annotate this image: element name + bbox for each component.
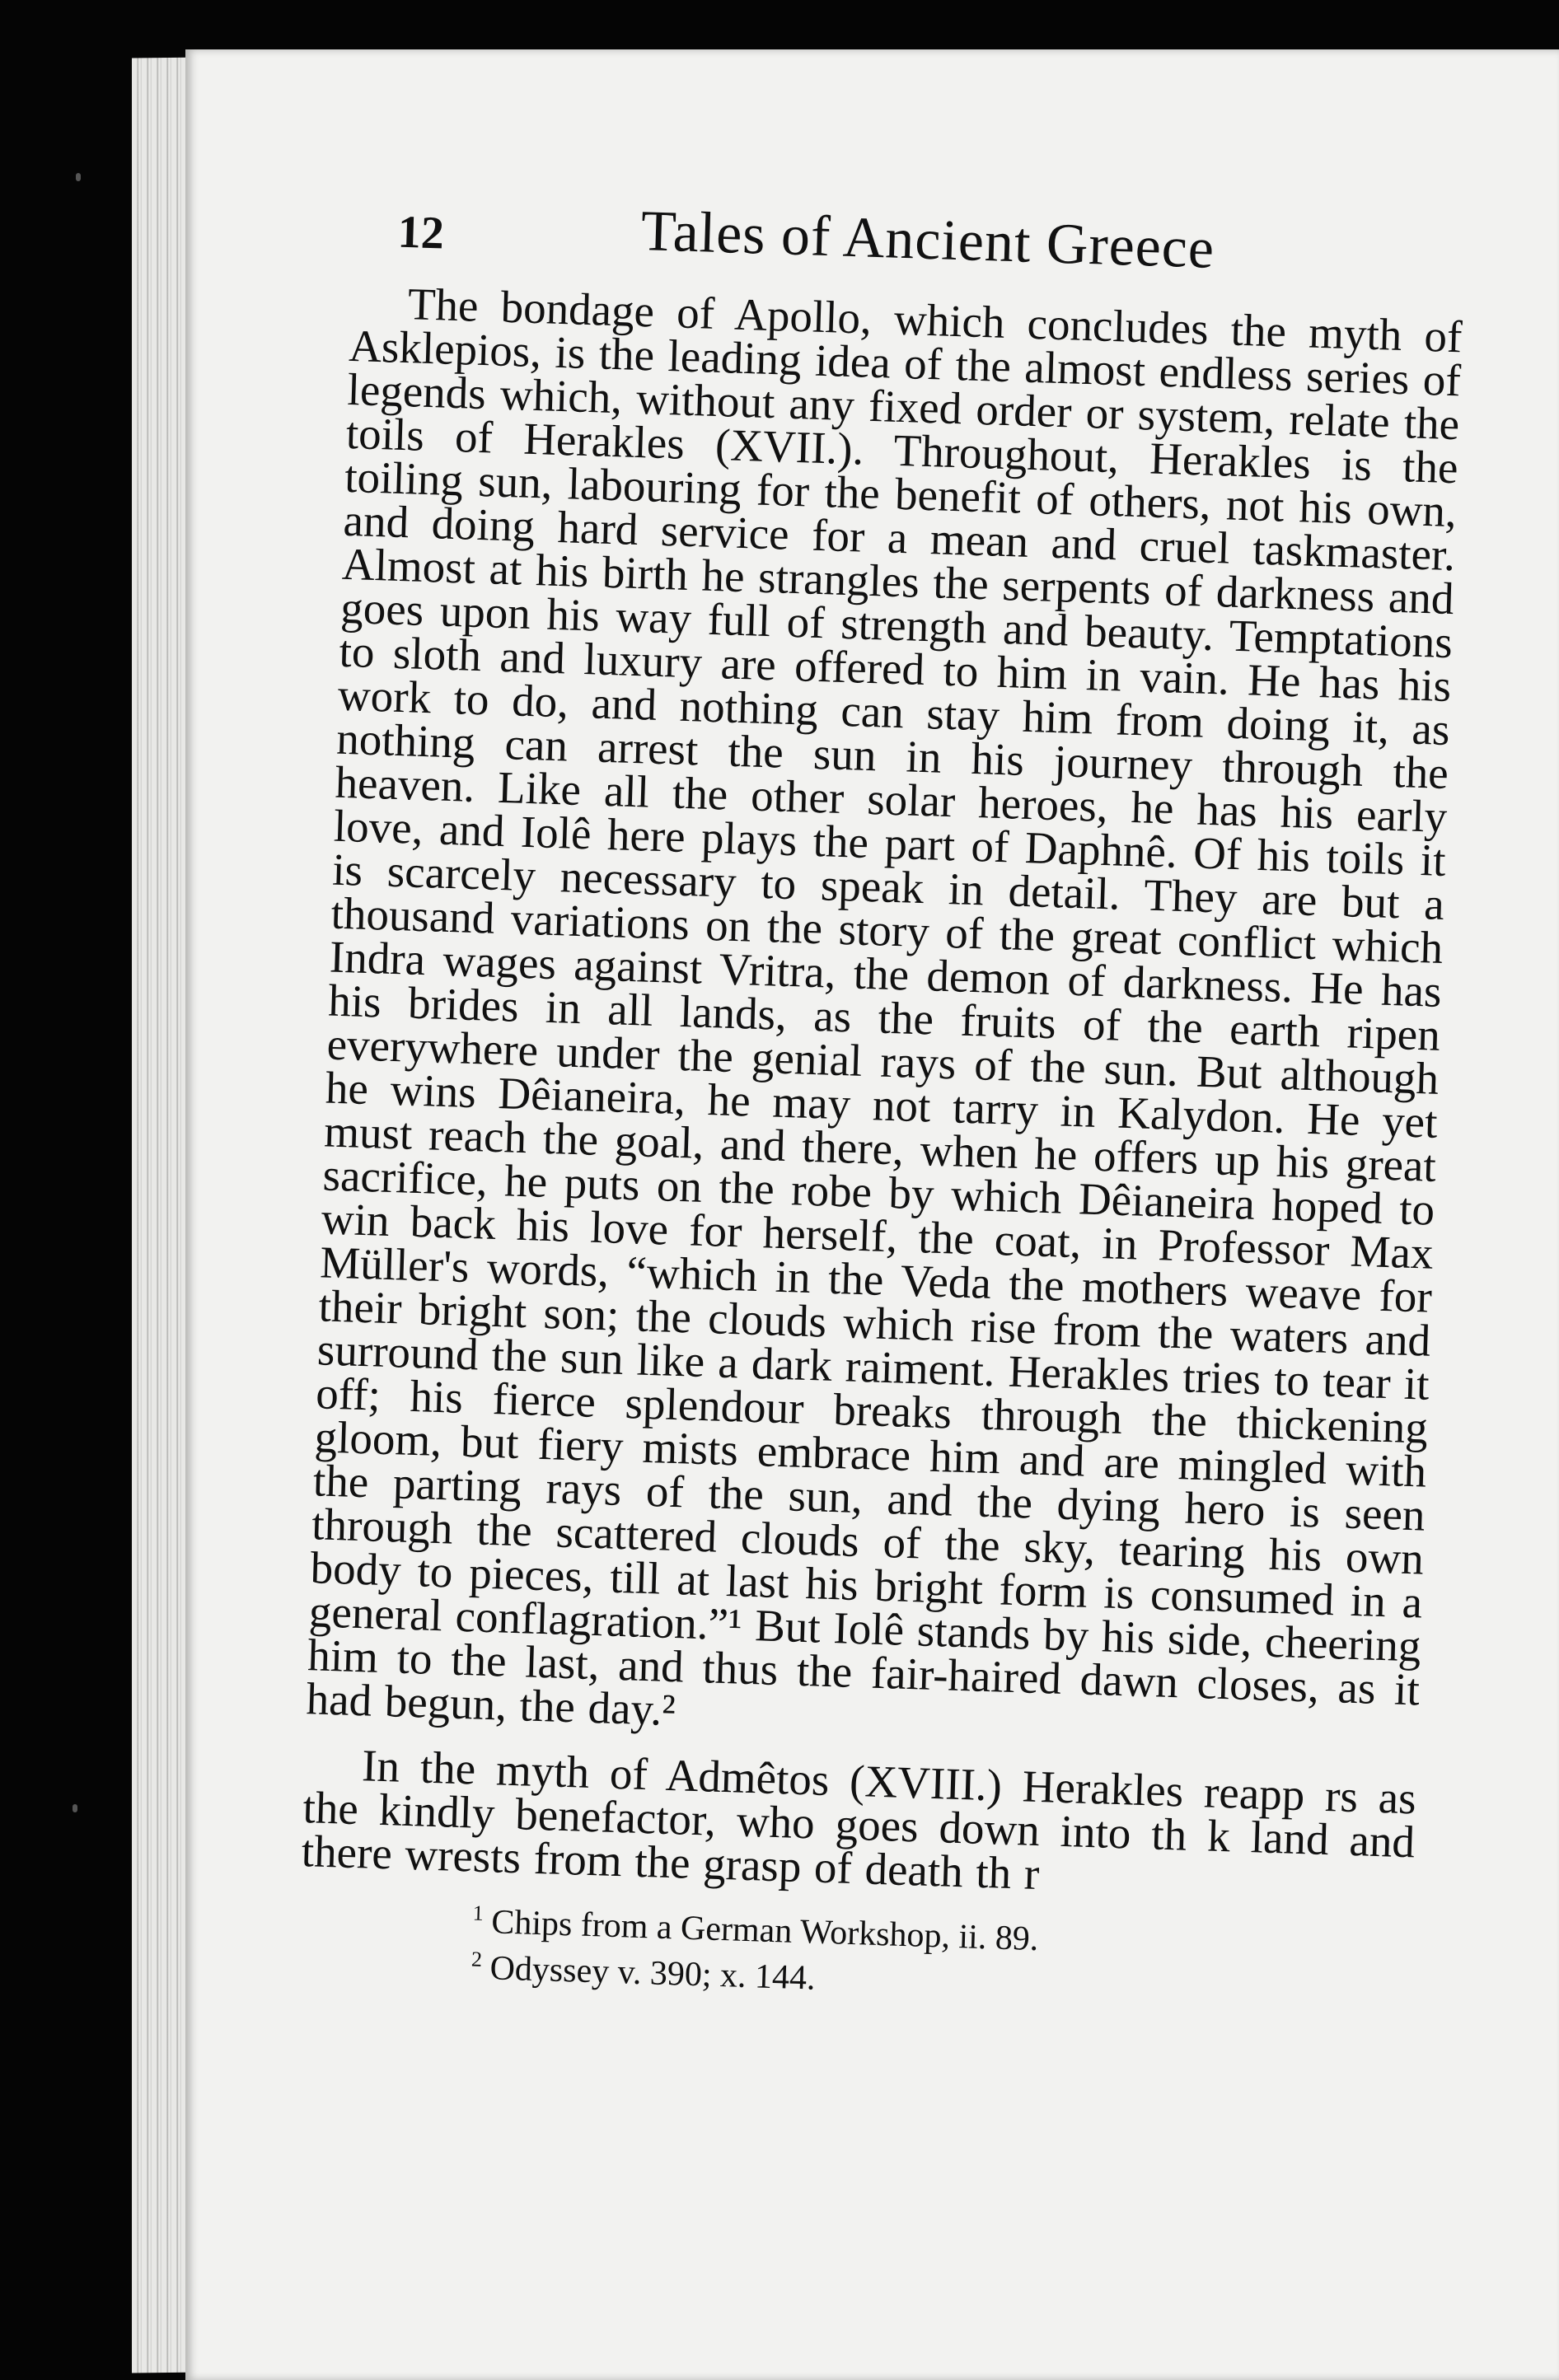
page-content (297, 173, 1466, 2016)
footnote-marker: 2 (471, 1947, 483, 1971)
page-number: 12 (396, 206, 445, 260)
footnote-text: Odyssey v. 390; x. 144. (489, 1949, 817, 1998)
running-title: Tales of Ancient Greece (639, 199, 1216, 281)
paragraph: In the myth of Admêtos (XVIII.) Herakles reapp rs as the kindly benefactor, who goes down into th k land and there wrests from the grasp of death th r (301, 1740, 1417, 1900)
footnote-marker: 1 (472, 1901, 485, 1925)
scan-speck (73, 1804, 77, 1812)
footnote-text: Chips from a German Workshop, ii. 89. (490, 1903, 1040, 1959)
body-text (301, 280, 1463, 1907)
paragraph: The bondage of Apollo, which concludes the myth of Asklepios, is the leading idea of the almost endless series of legends which, without any fixed order or system, relate the toils of Herakles (XVII.). Throughout, Herakles is the toiling sun, labouring for the benefit of others, not his own, and doing hard service for a mean and cruel taskmaster. Almost at his birth he strangles the serpents of darkness and goes upon his way full of strength and beauty. Temptations to sloth and luxury are offered to him in vain. He has his work to do, and nothing can stay him from doing it, as nothing can arrest the sun in his journey through the heaven. Like all the other solar heroes, he has his early love, and Iolê here plays the part of Daphnê. Of his toils it is scarcely necessary to speak in detail. They are but a thousand variations on the story of the great conflict which Indra wages against Vritra, the demon of darkness. He has his brides in all lands, as the fruits of the earth ripen everywhere under the genial rays of the sun. But although he wins Dêianeira, he may not tarry in Kalydon. He yet must reach the goal, and there, when he offers up his great sacrifice, he puts on the robe by which Dêianeira hoped to win back his love for herself, the coat, in Professor Max Müller's words, “which in the Veda the mothers weave for their bright son; the clouds which rise from the waters and surround the sun like a dark raiment. Herakles tries to tear it off; his fierce splendour breaks through the thickening gloom, but fiery mists embrace him and are mingled with the parting rays of the sun, and the dying hero is seen through the scattered clouds of the sky, tearing his own body to pieces, till at last his bright form is consumed in a general conflagration.”¹ But Iolê stands by his side, cheering him to the last, and thus the fair-haired dawn closes, as it had begun, the day.² (305, 278, 1463, 1736)
scan-speck (76, 173, 81, 181)
